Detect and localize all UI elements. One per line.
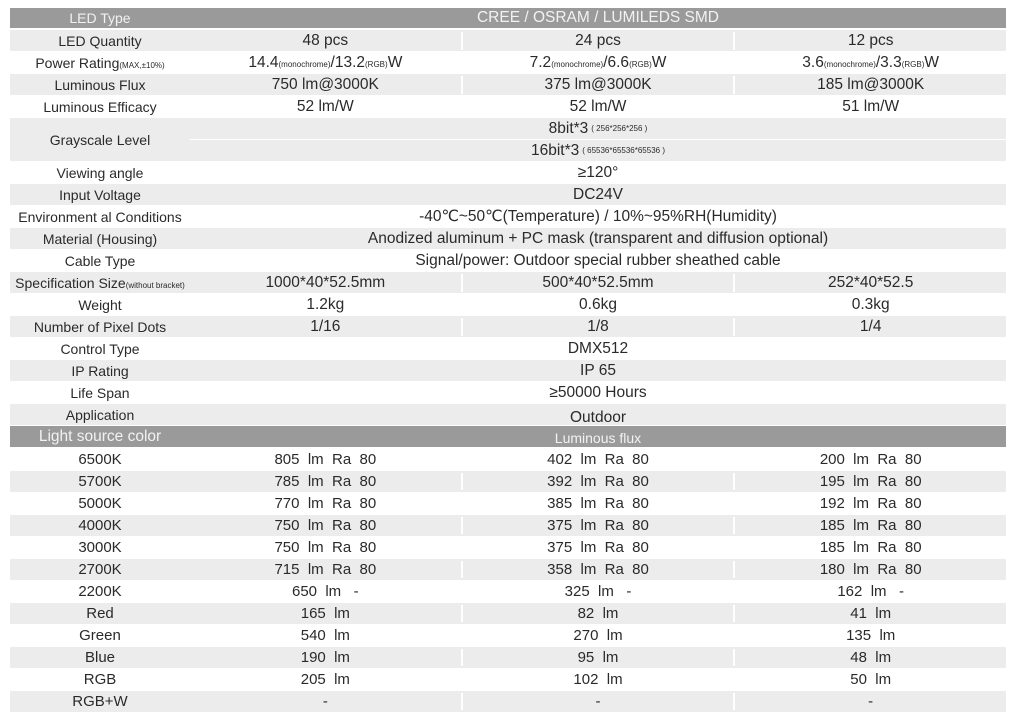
luminous-efficacy-row: [10, 96, 1006, 117]
cell: 195 lm Ra 80: [819, 473, 922, 490]
luminous-flux-row: [10, 449, 1006, 470]
cell: 1/4: [859, 317, 882, 335]
cell: 1/8: [461, 318, 736, 336]
cell: 270 lm: [461, 627, 736, 644]
row-label: Weight: [78, 296, 122, 313]
application-row: [10, 404, 1006, 425]
cell: 185 lm Ra 80: [819, 517, 922, 534]
row-label: Environment al Conditions: [18, 208, 182, 225]
life-span-row: [10, 382, 1006, 403]
luminous-flux-row: [10, 559, 1006, 580]
cell: 7.2(monochrome)/6.6(RGB)W: [461, 54, 736, 72]
row-label: Number of Pixel Dots: [33, 318, 167, 335]
row-label: 4000K: [78, 517, 122, 534]
environment-row: [10, 206, 1006, 227]
row-label: 2200K: [78, 583, 122, 600]
cable-type-row: [10, 250, 1006, 271]
row-label: Red: [86, 605, 114, 622]
cell: 750 lm Ra 80: [274, 517, 377, 534]
cell: 375 lm Ra 80: [461, 539, 736, 556]
row-label: Luminous Flux: [54, 76, 146, 93]
luminous-flux-row: [10, 537, 1006, 558]
cell: 650 lm -: [291, 583, 359, 600]
luminous-flux-row: [10, 471, 1006, 492]
cell: ≥50000 Hours: [549, 383, 647, 401]
cell: 190 lm: [300, 649, 350, 666]
cell: 375 lm Ra 80: [461, 517, 736, 534]
cell: 200 lm Ra 80: [819, 451, 922, 468]
luminous-flux-row: [10, 581, 1006, 602]
cell: 165 lm: [300, 605, 350, 622]
cell: 750 lm@3000K: [271, 75, 379, 93]
led-type-value: CREE / OSRAM / LUMILEDS SMD: [476, 9, 719, 26]
cell: ≥120°: [577, 163, 619, 181]
cell: 358 lm Ra 80: [461, 561, 736, 578]
cell: 750 lm Ra 80: [274, 539, 377, 556]
cell: 1/16: [310, 317, 341, 335]
pixel-dots-row: [10, 316, 1006, 337]
cell: 82 lm: [461, 605, 736, 622]
input-voltage-row: [10, 184, 1006, 205]
cell: -40℃~50℃(Temperature) / 10%~95%RH(Humidity): [419, 208, 777, 225]
power-rating-row: [10, 52, 1006, 73]
row-label: Specification Size(without bracket): [15, 274, 185, 291]
row-label: 5000K: [78, 495, 122, 512]
grayscale-row: [10, 118, 1006, 161]
row-label: Power Rating(MAX,±10%): [35, 54, 165, 71]
cell: 52 lm/W: [461, 98, 736, 116]
cell: 375 lm@3000K: [461, 76, 736, 94]
cell: Anodized aluminum + PC mask (transparent and diffusion optional): [367, 229, 829, 247]
cell: 48 pcs: [302, 31, 349, 49]
row-label: 3000K: [78, 539, 122, 556]
cell: 135 lm: [846, 627, 896, 644]
cell: 500*40*52.5mm: [461, 274, 736, 292]
cell: 252*40*52.5: [828, 273, 914, 291]
cell: -: [322, 693, 328, 710]
cell: 540 lm: [300, 627, 350, 644]
light-source-header: [10, 426, 1006, 447]
cell: 102 lm: [461, 671, 736, 688]
cell: 402 lm Ra 80: [461, 451, 736, 468]
cell: IP 65: [580, 361, 616, 379]
row-label: Blue: [84, 649, 116, 666]
light-source-label: Light source color: [38, 427, 162, 445]
cell: Signal/power: Outdoor special rubber sheathed cable: [415, 251, 781, 269]
row-label: 6500K: [78, 451, 122, 468]
row-label: Grayscale Level: [49, 131, 151, 148]
cell: 48 lm: [850, 649, 892, 666]
luminous-flux-row: [10, 669, 1006, 690]
row-label: Viewing angle: [56, 164, 144, 181]
cell: 770 lm Ra 80: [274, 495, 377, 512]
cell: 24 pcs: [461, 32, 736, 50]
grayscale-values: [190, 118, 1006, 161]
row-label: 2700K: [78, 561, 122, 578]
cell: 3.6(monochrome)/3.3(RGB)W: [802, 53, 940, 71]
cell: 1000*40*52.5mm: [265, 273, 386, 291]
led-quantity-row: [10, 30, 1006, 51]
row-label: LED Quantity: [58, 32, 142, 49]
cell: 715 lm Ra 80: [274, 561, 377, 578]
cell: 50 lm: [850, 671, 892, 688]
specification-size-row: [10, 272, 1006, 293]
cell: 52 lm/W: [296, 97, 354, 115]
luminous-flux-title: Luminous flux: [554, 430, 642, 446]
cell: 392 lm Ra 80: [461, 473, 736, 490]
cell: 805 lm Ra 80: [274, 451, 377, 468]
cell: 14.4(monochrome)/13.2(RGB)W: [248, 53, 403, 71]
cell: DMX512: [567, 339, 629, 357]
cell: 51 lm/W: [842, 97, 900, 115]
material-row: [10, 228, 1006, 249]
luminous-flux-row: [10, 603, 1006, 624]
cell: 785 lm Ra 80: [274, 473, 377, 490]
luminous-flux-row: [10, 625, 1006, 646]
cell: Outdoor: [569, 408, 626, 426]
cell: 41 lm: [850, 605, 892, 622]
row-label: Life Span: [70, 384, 130, 401]
cell: 95 lm: [461, 649, 736, 666]
control-type-row: [10, 338, 1006, 359]
cell: 0.6kg: [461, 296, 736, 314]
luminous-flux-row: [10, 691, 1006, 712]
row-label: IP Rating: [71, 362, 129, 379]
cell: 180 lm Ra 80: [819, 561, 922, 578]
luminous-flux-row: [10, 74, 1006, 95]
row-label: Luminous Efficacy: [43, 98, 157, 115]
row-label: 5700K: [78, 473, 122, 490]
cell: 1.2kg: [306, 295, 345, 313]
cell: DC24V: [573, 185, 623, 203]
cell: 0.3kg: [851, 295, 890, 313]
row-label: RGB+W: [72, 693, 128, 710]
cell: -: [868, 693, 874, 710]
row-label: Input Voltage: [59, 186, 141, 203]
ip-rating-row: [10, 360, 1006, 381]
grayscale-16bit: 16bit*3 ( 65536*65536*65536 ): [190, 140, 1006, 161]
grayscale-8bit: 8bit*3 ( 256*256*256 ): [190, 118, 1006, 139]
cell: 325 lm -: [461, 583, 736, 600]
viewing-angle-row: [10, 162, 1006, 183]
cell: 162 lm -: [837, 583, 905, 600]
cell: 385 lm Ra 80: [461, 495, 736, 512]
led-type-label: LED Type: [69, 10, 131, 26]
row-label: Material (Housing): [42, 230, 158, 247]
weight-row: [10, 294, 1006, 315]
led-type-header: [10, 8, 1006, 28]
luminous-flux-row: [10, 647, 1006, 668]
row-label: Application: [65, 406, 135, 423]
cell: 192 lm Ra 80: [819, 495, 922, 512]
row-label: Cable Type: [64, 252, 136, 269]
row-label: Control Type: [60, 340, 140, 357]
luminous-flux-row: [10, 515, 1006, 536]
cell: 185 lm Ra 80: [819, 539, 922, 556]
cell: 205 lm: [300, 671, 350, 688]
cell: 12 pcs: [847, 31, 894, 49]
cell: 185 lm@3000K: [817, 75, 925, 93]
cell: -: [461, 693, 736, 710]
row-label: RGB: [83, 671, 117, 688]
row-label: Green: [79, 627, 121, 644]
luminous-flux-row: [10, 493, 1006, 514]
